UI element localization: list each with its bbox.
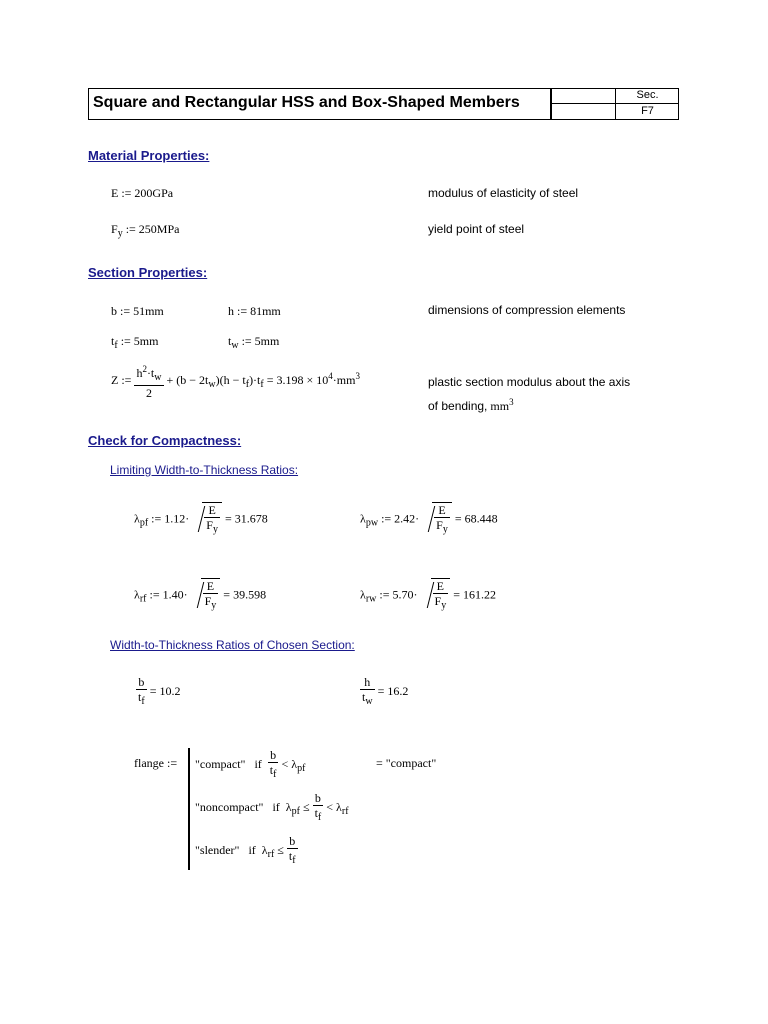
less-than: < bbox=[281, 756, 289, 771]
F-symbol: F bbox=[434, 594, 442, 608]
Z-description-line1: plastic section modulus about the axis bbox=[428, 375, 631, 389]
lambda-rw-expression bbox=[360, 578, 496, 613]
E-numerator: E bbox=[434, 503, 450, 518]
Fy-denominator bbox=[204, 518, 220, 537]
Z-description-line2 bbox=[428, 397, 514, 414]
Fy-denominator bbox=[203, 594, 219, 613]
sqrt-E-over-Fy bbox=[191, 578, 221, 613]
Z-description-unit: mm bbox=[490, 399, 510, 413]
b-numerator: b bbox=[287, 834, 298, 849]
f-subscript: f bbox=[141, 696, 145, 707]
Z-expression bbox=[111, 362, 360, 400]
lambda-pw-expression bbox=[360, 502, 498, 537]
h-over-tw-fraction bbox=[360, 675, 375, 709]
less-or-equal: ≤ bbox=[277, 842, 284, 857]
Z-middle2: )(h − t bbox=[215, 372, 246, 387]
E-numerator: E bbox=[203, 579, 219, 594]
b-over-tf-expression bbox=[136, 675, 180, 709]
Fy-denominator bbox=[433, 594, 449, 613]
Z-middle: + (b − 2t bbox=[166, 372, 209, 387]
Z-middle-sub: w bbox=[208, 378, 216, 390]
flange-result: = "compact" bbox=[376, 756, 437, 770]
E-over-Fy-fraction bbox=[434, 503, 450, 537]
section-label: Sec. bbox=[636, 89, 659, 101]
if-keyword: if bbox=[248, 842, 256, 857]
y-subscript: y bbox=[212, 524, 218, 535]
material-properties-heading: Material Properties: bbox=[88, 148, 210, 163]
flange-case-slender bbox=[195, 834, 298, 868]
E-numerator: E bbox=[433, 579, 449, 594]
Z-result-unit: ·mm bbox=[332, 372, 356, 387]
h-expression: h := 81mm bbox=[228, 304, 281, 318]
E-over-Fy-fraction bbox=[433, 579, 449, 613]
tf-denominator bbox=[136, 690, 147, 709]
lambda-rf-expression bbox=[134, 578, 266, 613]
Z-numerator bbox=[134, 362, 163, 386]
tf-denominator bbox=[268, 763, 279, 782]
lambda-pf-coefficient: := 1.12· bbox=[148, 511, 190, 526]
y-subscript: y bbox=[441, 600, 447, 611]
sqrt-E-over-Fy bbox=[192, 502, 222, 537]
piecewise-bracket bbox=[188, 748, 190, 870]
b-numerator: b bbox=[268, 748, 279, 763]
b-over-tf-fraction bbox=[287, 834, 298, 868]
F-symbol: F bbox=[206, 518, 213, 532]
Z-result-unit-exp: 3 bbox=[355, 370, 360, 381]
lambda-rw-coefficient: := 5.70· bbox=[376, 587, 418, 602]
f-subscript: f bbox=[273, 769, 277, 780]
tw-subscript: w bbox=[231, 340, 239, 351]
h-numerator: h bbox=[360, 675, 375, 690]
lambda-rw-subscript: rw bbox=[365, 593, 377, 605]
lambda-symbol: λ bbox=[134, 511, 140, 526]
tf-expression bbox=[111, 334, 158, 351]
less-or-equal: ≤ bbox=[302, 799, 310, 814]
Z-middle3-sub: f bbox=[260, 378, 264, 390]
if-keyword: if bbox=[272, 799, 280, 814]
tw-value: := 5mm bbox=[238, 334, 280, 348]
lambda-rw-result: = 161.22 bbox=[453, 587, 496, 602]
E-expression: E := 200GPa bbox=[111, 186, 174, 200]
section-value: F7 bbox=[641, 105, 654, 117]
section-properties-heading: Section Properties: bbox=[88, 265, 208, 280]
Z-num-t: ·t bbox=[146, 366, 155, 380]
lambda-rf-subscript: rf bbox=[341, 805, 349, 817]
t-symbol: t bbox=[138, 690, 142, 704]
Z-num-sub: w bbox=[154, 372, 162, 383]
lambda-symbol: λ bbox=[285, 799, 292, 814]
t-symbol: t bbox=[362, 690, 366, 704]
E-description: modulus of elasticity of steel bbox=[428, 186, 579, 200]
less-than: < bbox=[326, 799, 334, 814]
f-subscript: f bbox=[317, 812, 322, 823]
Z-description-text: of bending, bbox=[428, 399, 488, 413]
flange-case-compact bbox=[195, 748, 305, 782]
b-over-tf-fraction bbox=[268, 748, 279, 782]
Fy-value: := 250MPa bbox=[122, 222, 180, 236]
lambda-symbol: λ bbox=[261, 842, 268, 857]
Fy-subscript: y bbox=[117, 228, 123, 239]
Z-lhs: Z := bbox=[111, 372, 132, 387]
f-subscript: f bbox=[292, 855, 296, 866]
limiting-ratios-heading: Limiting Width-to-Thickness Ratios: bbox=[110, 463, 299, 477]
Z-middle2-sub: f bbox=[245, 378, 250, 390]
b-over-tf-result: = 10.2 bbox=[146, 683, 181, 698]
Fy-symbol: F bbox=[111, 222, 118, 236]
lambda-symbol: λ bbox=[291, 756, 298, 771]
tf-value: := 5mm bbox=[117, 334, 159, 348]
Z-denominator: 2 bbox=[145, 386, 152, 400]
lambda-pf-subscript: pf bbox=[139, 517, 149, 529]
lambda-pw-subscript: pw bbox=[365, 517, 379, 529]
compact-label: "compact" bbox=[195, 756, 246, 771]
lambda-symbol: λ bbox=[336, 799, 342, 814]
E-numerator: E bbox=[204, 503, 220, 518]
b-over-tf-fraction bbox=[313, 791, 324, 825]
lambda-pf-result: = 31.678 bbox=[224, 511, 268, 526]
if-keyword: if bbox=[254, 756, 262, 771]
Fy-description: yield point of steel bbox=[428, 222, 525, 236]
Z-num-exp: 2 bbox=[142, 364, 147, 374]
Z-middle3: )·t bbox=[249, 372, 261, 387]
lambda-pw-result: = 68.448 bbox=[454, 511, 498, 526]
lambda-rf-subscript: rf bbox=[267, 848, 275, 860]
lambda-pf-subscript: pf bbox=[297, 762, 306, 774]
tw-expression bbox=[228, 334, 279, 351]
b-numerator: b bbox=[136, 675, 147, 690]
E-over-Fy-fraction bbox=[203, 579, 219, 613]
sqrt-E-over-Fy bbox=[422, 502, 452, 537]
lambda-symbol: λ bbox=[360, 587, 366, 602]
t-symbol: t bbox=[314, 806, 318, 820]
F-symbol: F bbox=[436, 518, 443, 532]
Fy-denominator bbox=[434, 518, 450, 537]
t-symbol: t bbox=[288, 849, 293, 863]
lambda-symbol: λ bbox=[360, 511, 366, 526]
Z-description-unit-exp: 3 bbox=[509, 397, 514, 407]
tf-denominator bbox=[287, 849, 298, 868]
Fy-expression bbox=[111, 222, 179, 239]
b-over-tf-fraction bbox=[136, 675, 147, 709]
Z-fraction bbox=[134, 362, 163, 400]
lambda-rf-result: = 39.598 bbox=[223, 587, 267, 602]
Z-num-h: h bbox=[136, 366, 143, 380]
F-symbol: F bbox=[204, 594, 212, 608]
title-divider bbox=[550, 88, 552, 120]
lambda-pf-subscript: pf bbox=[291, 805, 300, 817]
tf-denominator bbox=[313, 806, 324, 825]
b-expression: b := 51mm bbox=[111, 304, 164, 318]
h-over-tw-expression bbox=[360, 675, 408, 709]
h-over-tw-result: = 16.2 bbox=[374, 683, 409, 698]
lambda-pf-expression bbox=[134, 502, 268, 537]
t-symbol: t bbox=[269, 763, 274, 777]
lambda-rf-subscript: rf bbox=[139, 593, 147, 605]
page-title: Square and Rectangular HSS and Box-Shaped Members bbox=[93, 94, 520, 111]
lambda-pw-coefficient: := 2.42· bbox=[378, 511, 420, 526]
chosen-section-ratios-heading: Width-to-Thickness Ratios of Chosen Section: bbox=[110, 638, 355, 652]
dimensions-description: dimensions of compression elements bbox=[428, 303, 626, 317]
tw-denominator bbox=[360, 690, 375, 709]
sqrt-E-over-Fy bbox=[421, 578, 451, 613]
compactness-heading: Check for Compactness: bbox=[88, 433, 242, 448]
flange-case-noncompact bbox=[195, 791, 349, 825]
lambda-symbol: λ bbox=[134, 587, 140, 602]
noncompact-label: "noncompact" bbox=[195, 799, 264, 814]
y-subscript: y bbox=[442, 524, 448, 535]
E-over-Fy-fraction bbox=[204, 503, 220, 537]
slender-label: "slender" bbox=[195, 842, 240, 857]
tf-symbol: t bbox=[111, 334, 115, 348]
w-subscript: w bbox=[365, 696, 373, 707]
flange-lhs: flange := bbox=[134, 756, 178, 770]
tw-symbol: t bbox=[228, 334, 232, 348]
tf-subscript: f bbox=[114, 340, 118, 351]
Z-result: = 3.198 × 10 bbox=[263, 372, 329, 387]
b-numerator: b bbox=[313, 791, 324, 806]
y-subscript: y bbox=[211, 600, 217, 611]
lambda-rf-coefficient: := 1.40· bbox=[146, 587, 188, 602]
Z-result-exp: 4 bbox=[328, 370, 333, 381]
